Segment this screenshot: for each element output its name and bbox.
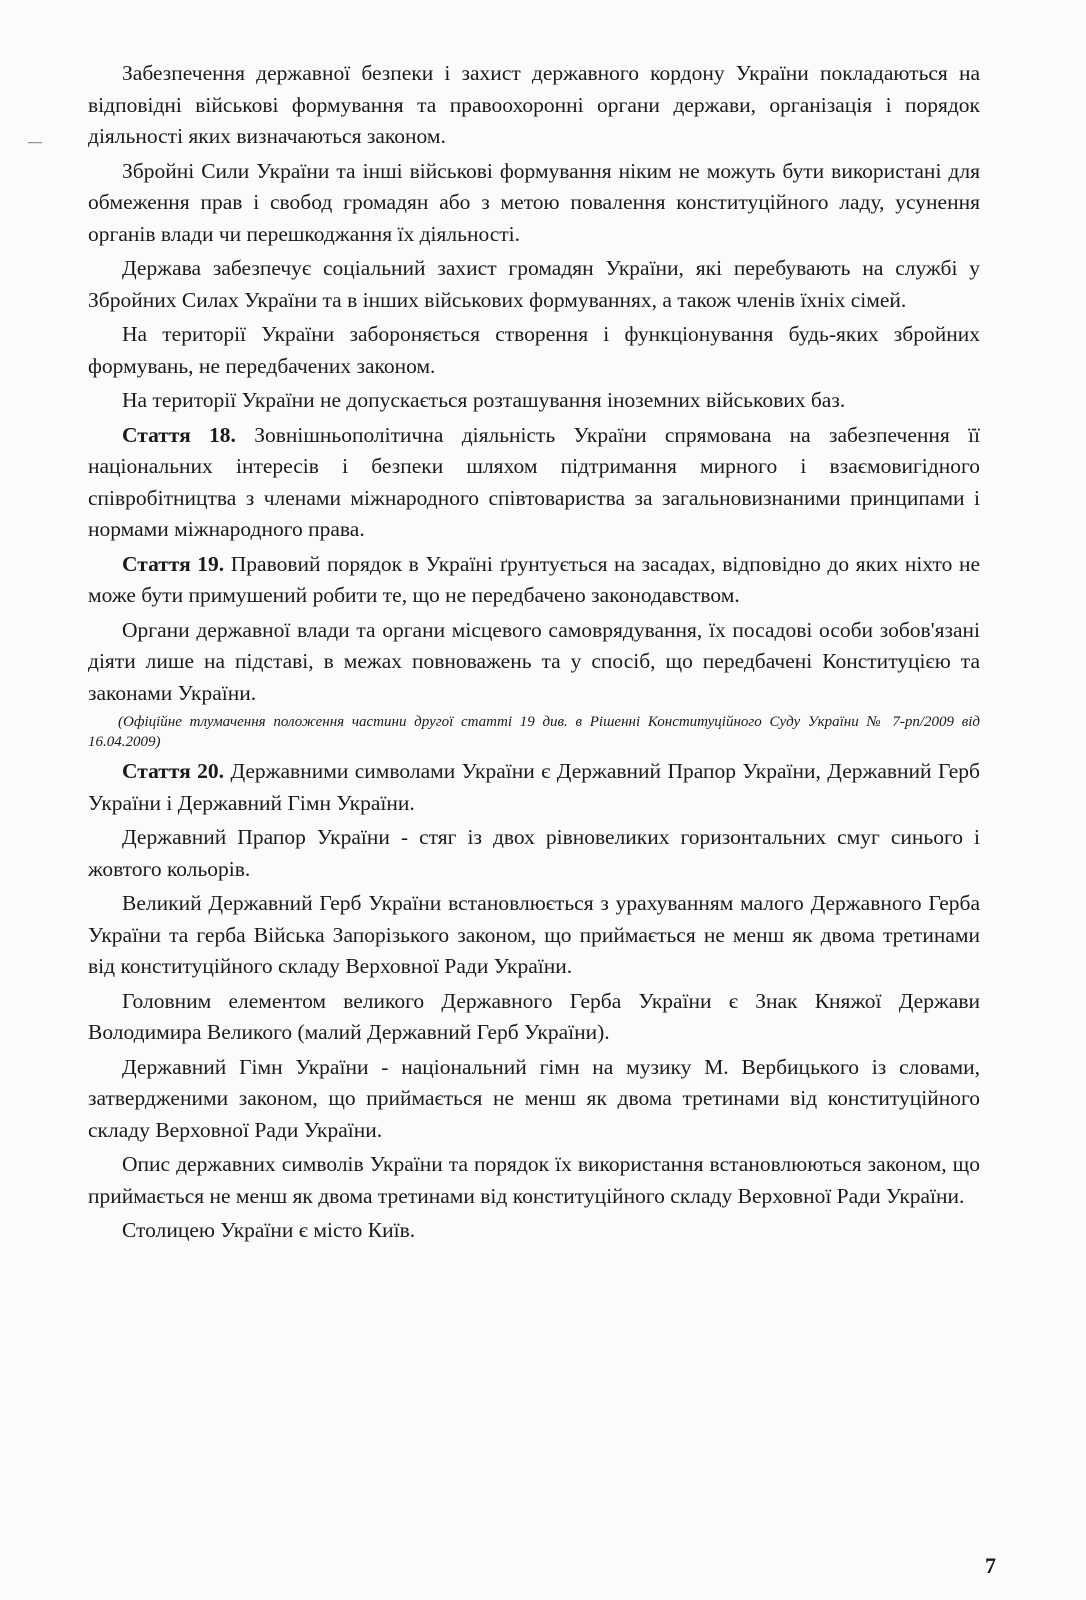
article-20 [88, 756, 980, 819]
margin-dash: — [28, 135, 42, 150]
page-number: 7 [985, 1553, 996, 1578]
paragraph: Головним елементом великого Державного Герба України є Знак Княжої Держави Володимира Великого (малий Державний Герб України). [88, 988, 980, 1044]
article-20-label: Стаття 20. [122, 759, 225, 783]
paragraph: Державний Гімн України - національний гімн на музику М. Вербицького із словами, затвердженими законом, що приймається не менш як двома третинами від конституційного складу Верховної Ради України. [88, 1054, 980, 1142]
paragraph: Державний Прапор України - стяг із двох рівновеликих горизонтальних смуг синього і жовтого кольорів. [88, 825, 980, 881]
paragraph: Органи державної влади та органи місцевого самоврядування, їх посадові особи зобов'язані діяти лише на підставі, в межах повноважень та у спосіб, що передбачені Конституцією та законами України. [88, 617, 980, 705]
article-20-text: Державними символами України є Державний Прапор України, Державний Герб України і Державний Гімн України. [88, 759, 981, 815]
paragraph: Збройні Сили України та інші військові формування ніким не можуть бути використані для обмеження прав і свобод громадян або з метою повалення конституційного ладу, усунення органів влади чи перешкоджання їх діяльності. [88, 158, 980, 246]
paragraph: Опис державних символів України та порядок їх використання встановлюються законом, що приймається не менш як двома третинами від конституційного складу Верховної Ради України. [88, 1152, 980, 1208]
document-page [88, 58, 980, 1250]
paragraph: На території України забороняється створення і функціонування будь-яких збройних формувань, не передбачених законом. [88, 322, 980, 378]
paragraph: Великий Державний Герб України встановлюється з урахуванням малого Державного Герба України та герба Війська Запорізького законом, що приймається не менш як двома третинами від конституційного складу Верховної Ради України. [88, 891, 980, 978]
article-18 [88, 420, 980, 546]
paragraph: Держава забезпечує соціальний захист громадян України, які перебувають на службі у Збройних Силах України та в інших військових формуваннях, а також членів їхніх сімей. [88, 256, 980, 312]
paragraph: Забезпечення державної безпеки і захист державного кордону України покладаються на відповідні військові формування та правоохоронні органи держави, організація і порядок діяльності яких визначаються законом. [88, 61, 980, 148]
article-19-text: Правовий порядок в Україні ґрунтується на засадах, відповідно до яких ніхто не може бути примушений робити те, що не передбачено законодавством. [88, 551, 981, 607]
article-19 [88, 549, 980, 612]
article-18-label: Стаття 18. [122, 422, 236, 447]
interpretation-note: (Офіційне тлумачення положення частини другої статті 19 див. в Рішенні Конституційного Суду України № 7-рп/2009 від 16.04.2009) [88, 714, 980, 750]
article-19-label: Стаття 19. [122, 551, 225, 576]
paragraph: Столицею України є місто Київ. [122, 1218, 416, 1242]
article-18-text: Зовнішньополітична діяльність України спрямована на забезпечення її національних інтересів і безпеки шляхом підтримання мирного і взаємовигідного співробітництва з членами міжнародного співтовариства за загальновизнаними принципами і нормами міжнародного права. [88, 422, 981, 541]
paragraph: На території України не допускається розташування іноземних військових баз. [122, 388, 846, 412]
